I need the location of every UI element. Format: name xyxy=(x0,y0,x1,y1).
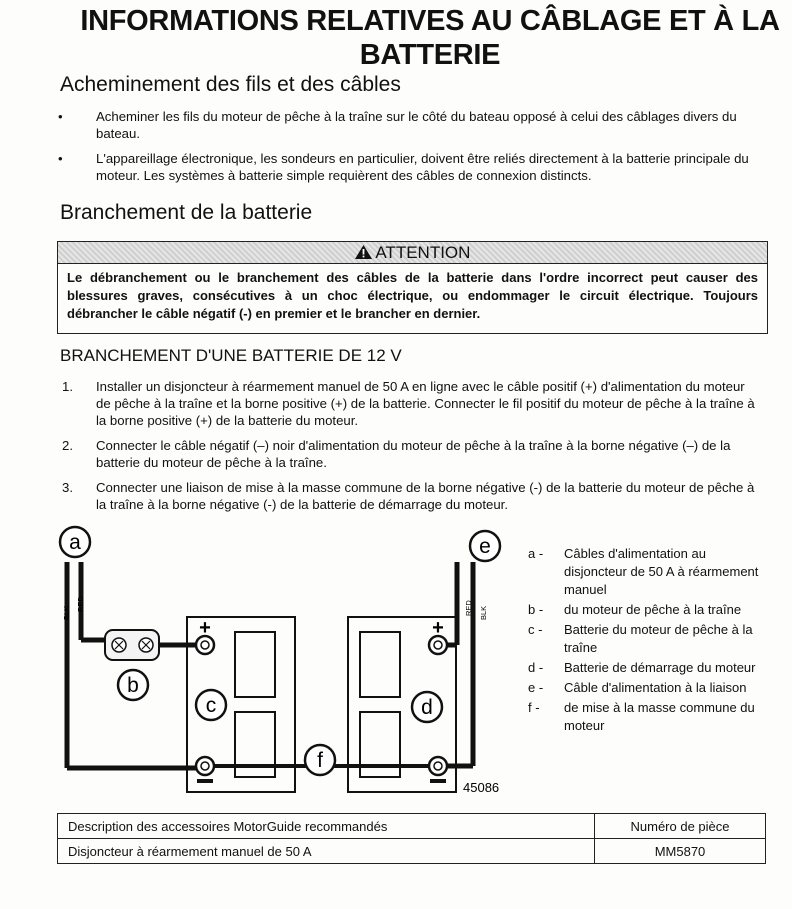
step-item xyxy=(58,479,758,515)
wire-label-red: RED xyxy=(76,596,85,612)
callout-a xyxy=(60,527,90,557)
callout-e xyxy=(470,531,500,561)
svg-text:f: f xyxy=(317,749,323,772)
callout-b xyxy=(118,670,148,700)
legend-key: a - xyxy=(528,546,544,561)
table-cell-description: Disjoncteur à réarmement manuel de 50 A xyxy=(58,839,595,864)
legend-item xyxy=(528,601,768,619)
section-heading-battery: Branchement de la batterie xyxy=(60,201,313,224)
bullet-marker: • xyxy=(58,151,63,166)
legend-text: Batterie de démarrage du moteur xyxy=(564,660,756,675)
accessories-table xyxy=(57,813,766,864)
procedure-heading: BRANCHEMENT D'UNE BATTERIE DE 12 V xyxy=(60,346,402,365)
plus-sign: + xyxy=(432,617,444,639)
bullet-text: L'appareillage électronique, les sondeurs en particulier, doivent être reliés directement à la batterie principale du moteur. Les systèmes à batterie simple requièrent des câbles de connexion distincts. xyxy=(96,151,749,183)
svg-text:e: e xyxy=(479,535,491,558)
legend-key: c - xyxy=(528,622,543,637)
legend-text: Câble d'alimentation à la liaison xyxy=(564,680,747,695)
warning-label: ATTENTION xyxy=(375,243,471,262)
callout-d xyxy=(412,692,442,722)
figure-number: 45086 xyxy=(463,780,500,795)
svg-text:a: a xyxy=(69,531,81,554)
legend-text: de mise à la masse commune du moteur xyxy=(564,700,755,733)
step-item xyxy=(58,437,758,473)
legend-item xyxy=(528,699,768,735)
warning-triangle-icon xyxy=(355,245,372,259)
step-text: Connecter le câble négatif (–) noir d'alimentation du moteur de pêche à la traîne à la borne négative (–) de la batterie du moteur de pêche à la traîne. xyxy=(96,438,731,470)
bullet-item xyxy=(58,108,758,144)
wire-label-blk: BLK xyxy=(479,605,488,620)
minus-sign xyxy=(430,779,446,783)
step-number: 2. xyxy=(62,438,73,453)
legend-item xyxy=(528,621,768,657)
legend-key: f - xyxy=(528,700,540,715)
legend-item xyxy=(528,679,768,697)
table-header-row xyxy=(58,814,766,839)
legend-text: Câbles d'alimentation au disjoncteur de 50 A à réarmement manuel xyxy=(564,546,759,597)
plus-sign: + xyxy=(199,617,211,639)
legend-text: du moteur de pêche à la traîne xyxy=(564,602,742,617)
table-cell-part-number: MM5870 xyxy=(595,839,766,864)
bullet-item xyxy=(58,150,758,186)
step-number: 1. xyxy=(62,379,73,394)
legend-item xyxy=(528,659,768,677)
diagram-legend xyxy=(528,545,768,737)
table-header-description: Description des accessoires MotorGuide recommandés xyxy=(58,814,595,839)
step-text: Installer un disjoncteur à réarmement manuel de 50 A en ligne avec le câble positif (+) d'alimentation du moteur de pêche à la traîne et la borne positive (+) de la batterie. Connecter le fil positif du moteur de pêche à la traîne à la borne positive (+) de la batterie du moteur. xyxy=(96,379,755,428)
page-title: INFORMATIONS RELATIVES AU CÂBLAGE ET À LA BATTERIE xyxy=(80,5,780,71)
table-row xyxy=(58,839,766,864)
section-heading-routing: Acheminement des fils et des câbles xyxy=(60,73,401,96)
legend-key: e - xyxy=(528,680,544,695)
callout-c xyxy=(196,690,226,720)
terminal-negative-d xyxy=(429,757,447,775)
svg-text:b: b xyxy=(127,674,139,697)
legend-key: b - xyxy=(528,602,544,617)
wire-label-blk: BLK xyxy=(62,605,71,620)
table-header-part-number: Numéro de pièce xyxy=(595,814,766,839)
legend-item xyxy=(528,545,768,599)
step-text: Connecter une liaison de mise à la masse commune de la borne négative (-) de la batterie du moteur de pêche à la traîne à la borne négative (-) de la batterie de démarrage du moteur. xyxy=(96,480,755,512)
terminal-negative-c xyxy=(196,757,214,775)
legend-text: Batterie du moteur de pêche à la traîne xyxy=(564,622,753,655)
warning-text: Le débranchement ou le branchement des câbles de la batterie dans l'ordre incorrect peut causer des blessures graves, consécutives à un choc électrique, ou endommager le circuit électrique. Toujours débrancher le câble négatif (-) en premier et le brancher en dernier. xyxy=(67,270,758,321)
warning-header xyxy=(58,242,767,264)
warning-box xyxy=(57,241,768,334)
bullet-text: Acheminer les fils du moteur de pêche à la traîne sur le côté du bateau opposé à celui des câblages divers du bateau. xyxy=(96,109,737,141)
wire-label-red: RED xyxy=(464,600,473,616)
bullet-marker: • xyxy=(58,109,63,124)
legend-key: d - xyxy=(528,660,544,675)
svg-text:d: d xyxy=(421,696,433,719)
wiring-diagram xyxy=(45,522,515,802)
step-number: 3. xyxy=(62,480,73,495)
minus-sign xyxy=(197,779,213,783)
step-item xyxy=(58,378,758,430)
callout-f xyxy=(305,745,335,775)
svg-text:c: c xyxy=(205,694,217,717)
